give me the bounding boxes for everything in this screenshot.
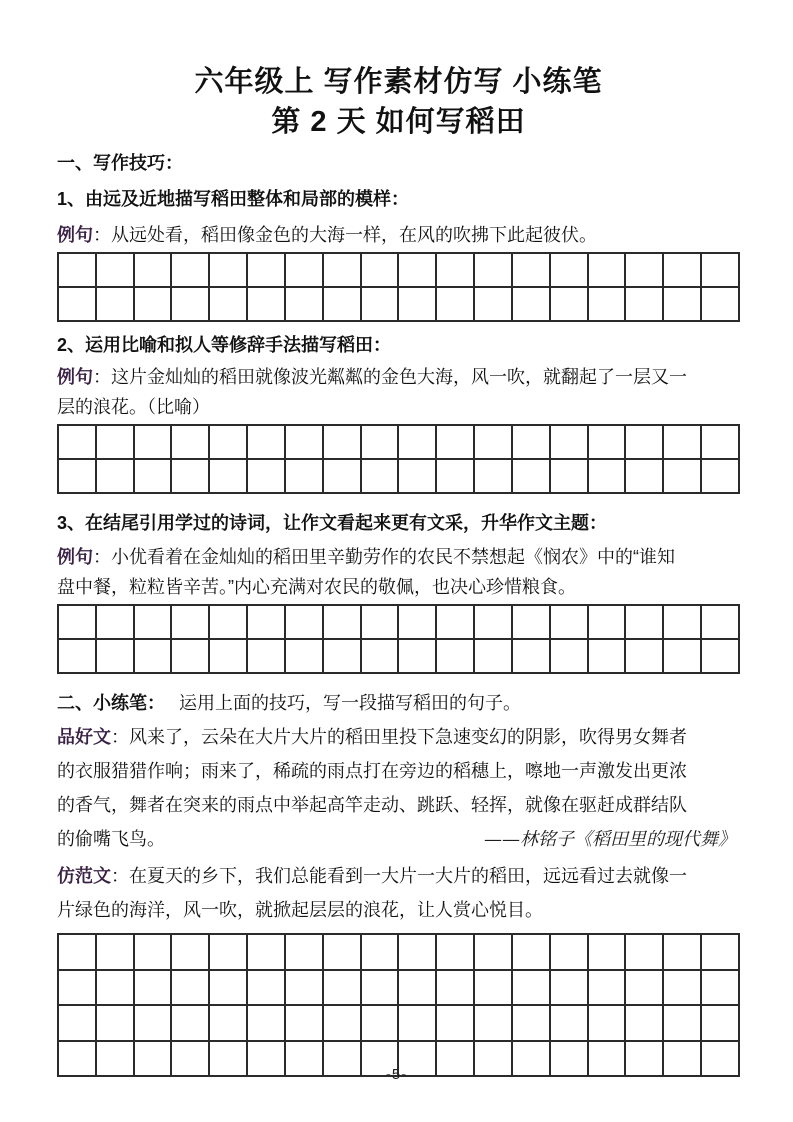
good-essay-block — [57, 720, 740, 857]
technique-3-example-line2: 盘中餐，粒粒皆辛苦。”内心充满对农民的敬佩，也决心珍惜粮食。 — [57, 577, 576, 597]
grid-cell — [285, 605, 323, 639]
grid-cell — [361, 253, 399, 287]
grid-cell — [701, 970, 739, 1006]
source-attribution: ——林铭子《稻田里的现代舞》 — [484, 829, 736, 850]
grid-cell — [436, 1005, 474, 1041]
grid-cell — [436, 459, 474, 493]
grid-cell — [474, 459, 512, 493]
grid-cell — [209, 287, 247, 321]
technique-2-heading: 2、运用比喻和拟人等修辞手法描写稻田： — [57, 335, 392, 355]
section2-heading-desc: 运用上面的技巧，写一段描写稻田的句子。 — [179, 693, 521, 713]
section2-heading — [57, 690, 740, 716]
grid-cell — [96, 287, 134, 321]
grid-cell — [512, 253, 550, 287]
grid-cell — [474, 253, 512, 287]
imitation-block — [57, 859, 740, 927]
grid-cell — [550, 425, 588, 459]
grid-cell — [247, 287, 285, 321]
example-label: 例句 — [57, 367, 93, 387]
grid-cell — [171, 970, 209, 1006]
good-essay-line1 — [57, 720, 740, 754]
good-essay-label: 品好文 — [57, 727, 111, 747]
grid-cell — [474, 639, 512, 673]
grid-cell — [663, 605, 701, 639]
grid-cell — [134, 459, 172, 493]
grid-cell — [398, 934, 436, 970]
grid-cell — [663, 639, 701, 673]
grid-cell — [247, 934, 285, 970]
technique-item-2 — [57, 332, 740, 494]
grid-cell — [436, 605, 474, 639]
grid-cell — [58, 425, 96, 459]
grid-cell — [247, 459, 285, 493]
grid-cell — [550, 605, 588, 639]
grid-cell — [663, 1005, 701, 1041]
grid-cell — [209, 425, 247, 459]
grid-cell — [550, 1005, 588, 1041]
grid-cell — [361, 287, 399, 321]
grid-cell — [512, 425, 550, 459]
grid-cell — [323, 287, 361, 321]
good-essay-tail: 的偷嘴飞鸟。 — [57, 829, 165, 849]
page-number: -5- — [385, 1066, 408, 1083]
grid-cell — [171, 425, 209, 459]
grid-cell — [323, 425, 361, 459]
grid-cell — [625, 934, 663, 970]
grid-cell — [474, 934, 512, 970]
grid-cell — [512, 639, 550, 673]
grid-cell — [96, 459, 134, 493]
grid-cell — [285, 253, 323, 287]
technique-1-example — [57, 220, 740, 250]
grid-cell — [323, 253, 361, 287]
grid-cell — [550, 459, 588, 493]
grid-cell — [209, 605, 247, 639]
grid-cell — [361, 425, 399, 459]
practice-writing-grid — [57, 933, 740, 1077]
grid-cell — [361, 605, 399, 639]
grid-cell — [588, 639, 626, 673]
grid-cell — [701, 287, 739, 321]
grid-cell — [58, 934, 96, 970]
imitation-label: 仿范文 — [57, 866, 111, 886]
grid-cell — [663, 934, 701, 970]
grid-cell — [96, 970, 134, 1006]
grid-cell — [58, 253, 96, 287]
grid-cell — [436, 970, 474, 1006]
grid-cell — [247, 639, 285, 673]
grid-cell — [474, 970, 512, 1006]
grid-cell — [171, 459, 209, 493]
grid-cell — [58, 459, 96, 493]
example-text: ：这片金灿灿的稻田就像波光粼粼的金色大海，风一吹，就翻起了一层又一 — [93, 367, 687, 387]
grid-cell — [171, 1005, 209, 1041]
grid-cell — [436, 425, 474, 459]
grid-cell — [361, 1005, 399, 1041]
grid-cell — [58, 970, 96, 1006]
grid-cell — [474, 287, 512, 321]
writing-grid-1 — [57, 252, 740, 322]
grid-cell — [436, 287, 474, 321]
grid-cell — [285, 970, 323, 1006]
grid-cell — [285, 425, 323, 459]
grid-cell — [134, 425, 172, 459]
grid-cell — [588, 934, 626, 970]
grid-cell — [701, 425, 739, 459]
grid-cell — [550, 287, 588, 321]
grid-cell — [323, 970, 361, 1006]
grid-cell — [247, 970, 285, 1006]
grid-cell — [663, 425, 701, 459]
grid-cell — [171, 639, 209, 673]
grid-cell — [398, 605, 436, 639]
grid-cell — [323, 639, 361, 673]
page-title-line1: 六年级上 写作素材仿写 小练笔 — [194, 66, 603, 98]
imitation-line1 — [57, 859, 740, 893]
grid-cell — [625, 970, 663, 1006]
grid-cell — [625, 287, 663, 321]
example-text: ：小优看着在金灿灿的稻田里辛勤劳作的农民不禁想起《悯农》中的“谁知 — [93, 547, 675, 567]
grid-cell — [361, 970, 399, 1006]
grid-cell — [96, 253, 134, 287]
grid-cell — [512, 605, 550, 639]
grid-cell — [474, 425, 512, 459]
grid-cell — [588, 970, 626, 1006]
grid-cell — [550, 934, 588, 970]
grid-cell — [625, 605, 663, 639]
grid-cell — [58, 605, 96, 639]
grid-cell — [550, 639, 588, 673]
grid-cell — [361, 639, 399, 673]
grid-cell — [701, 605, 739, 639]
section1-heading: 一、写作技巧： — [57, 153, 183, 173]
grid-cell — [209, 253, 247, 287]
grid-cell — [625, 253, 663, 287]
grid-cell — [247, 1005, 285, 1041]
good-essay-text: ：风来了，云朵在大片大片的稻田里投下急速变幻的阴影，吹得男女舞者 — [111, 727, 687, 747]
good-essay-line4 — [57, 822, 740, 857]
grid-cell — [512, 934, 550, 970]
grid-cell — [134, 639, 172, 673]
writing-grid-3 — [57, 604, 740, 674]
grid-cell — [171, 287, 209, 321]
grid-cell — [285, 287, 323, 321]
grid-cell — [625, 425, 663, 459]
writing-grid-2 — [57, 424, 740, 494]
grid-cell — [588, 1005, 626, 1041]
technique-3-example-line1 — [57, 542, 740, 572]
grid-cell — [663, 287, 701, 321]
grid-cell — [436, 639, 474, 673]
imitation-text: ：在夏天的乡下，我们总能看到一大片一大片的稻田，远远看过去就像一 — [111, 866, 687, 886]
example-label: 例句 — [57, 225, 93, 245]
grid-cell — [512, 459, 550, 493]
grid-cell — [550, 970, 588, 1006]
grid-cell — [96, 425, 134, 459]
grid-cell — [701, 459, 739, 493]
technique-1-heading: 1、由远及近地描写稻田整体和局部的模样： — [57, 189, 410, 209]
grid-cell — [209, 1005, 247, 1041]
grid-cell — [96, 605, 134, 639]
grid-cell — [398, 970, 436, 1006]
grid-cell — [134, 970, 172, 1006]
example-label: 例句 — [57, 547, 93, 567]
imitation-line2: 片绿色的海洋，风一吹，就掀起层层的浪花，让人赏心悦目。 — [57, 900, 543, 920]
grid-cell — [134, 605, 172, 639]
grid-cell — [134, 1005, 172, 1041]
grid-cell — [285, 934, 323, 970]
grid-cell — [663, 253, 701, 287]
technique-2-example-line2: 层的浪花。（比喻） — [57, 397, 210, 417]
grid-cell — [588, 605, 626, 639]
page-title-line2: 第 2 天 如何写稻田 — [271, 106, 526, 138]
grid-cell — [323, 459, 361, 493]
grid-cell — [663, 459, 701, 493]
grid-cell — [209, 934, 247, 970]
grid-cell — [134, 253, 172, 287]
grid-cell — [58, 639, 96, 673]
grid-cell — [588, 253, 626, 287]
grid-cell — [209, 970, 247, 1006]
grid-cell — [588, 287, 626, 321]
grid-cell — [398, 639, 436, 673]
grid-cell — [398, 253, 436, 287]
grid-cell — [474, 1005, 512, 1041]
section2-heading-label: 二、小练笔： — [57, 693, 165, 713]
grid-cell — [247, 605, 285, 639]
grid-cell — [512, 1005, 550, 1041]
grid-cell — [701, 1005, 739, 1041]
grid-cell — [436, 253, 474, 287]
grid-cell — [474, 605, 512, 639]
grid-cell — [58, 1005, 96, 1041]
grid-cell — [171, 605, 209, 639]
grid-cell — [625, 639, 663, 673]
grid-cell — [171, 253, 209, 287]
technique-3-heading: 3、在结尾引用学过的诗词，让作文看起来更有文采，升华作文主题： — [57, 513, 608, 533]
grid-cell — [285, 459, 323, 493]
grid-cell — [701, 253, 739, 287]
grid-cell — [663, 970, 701, 1006]
grid-cell — [588, 459, 626, 493]
grid-cell — [58, 287, 96, 321]
grid-cell — [436, 934, 474, 970]
grid-cell — [550, 253, 588, 287]
grid-cell — [247, 253, 285, 287]
good-essay-line3: 的香气，舞者在突来的雨点中举起高竿走动、跳跃、轻挥，就像在驱赶成群结队 — [57, 795, 687, 815]
good-essay-line2: 的衣服猎猎作响；雨来了，稀疏的雨点打在旁边的稻穗上，嚓地一声激发出更浓 — [57, 761, 687, 781]
grid-cell — [285, 1005, 323, 1041]
grid-cell — [512, 287, 550, 321]
grid-cell — [398, 425, 436, 459]
grid-cell — [323, 1005, 361, 1041]
grid-cell — [701, 639, 739, 673]
grid-cell — [285, 639, 323, 673]
grid-cell — [96, 934, 134, 970]
grid-cell — [398, 287, 436, 321]
grid-cell — [323, 605, 361, 639]
grid-cell — [512, 970, 550, 1006]
technique-item-3 — [57, 510, 740, 674]
grid-cell — [361, 934, 399, 970]
example-text: ：从远处看，稻田像金色的大海一样，在风的吹拂下此起彼伏。 — [93, 225, 597, 245]
grid-cell — [625, 1005, 663, 1041]
technique-2-example-line1 — [57, 362, 740, 392]
grid-cell — [361, 459, 399, 493]
grid-cell — [96, 639, 134, 673]
grid-cell — [209, 639, 247, 673]
grid-cell — [134, 287, 172, 321]
grid-cell — [588, 425, 626, 459]
grid-cell — [398, 1005, 436, 1041]
grid-cell — [323, 934, 361, 970]
grid-cell — [701, 934, 739, 970]
grid-cell — [134, 934, 172, 970]
grid-cell — [171, 934, 209, 970]
grid-cell — [398, 459, 436, 493]
grid-cell — [209, 459, 247, 493]
grid-cell — [247, 425, 285, 459]
grid-cell — [625, 459, 663, 493]
technique-item-1 — [57, 186, 740, 322]
grid-cell — [96, 1005, 134, 1041]
